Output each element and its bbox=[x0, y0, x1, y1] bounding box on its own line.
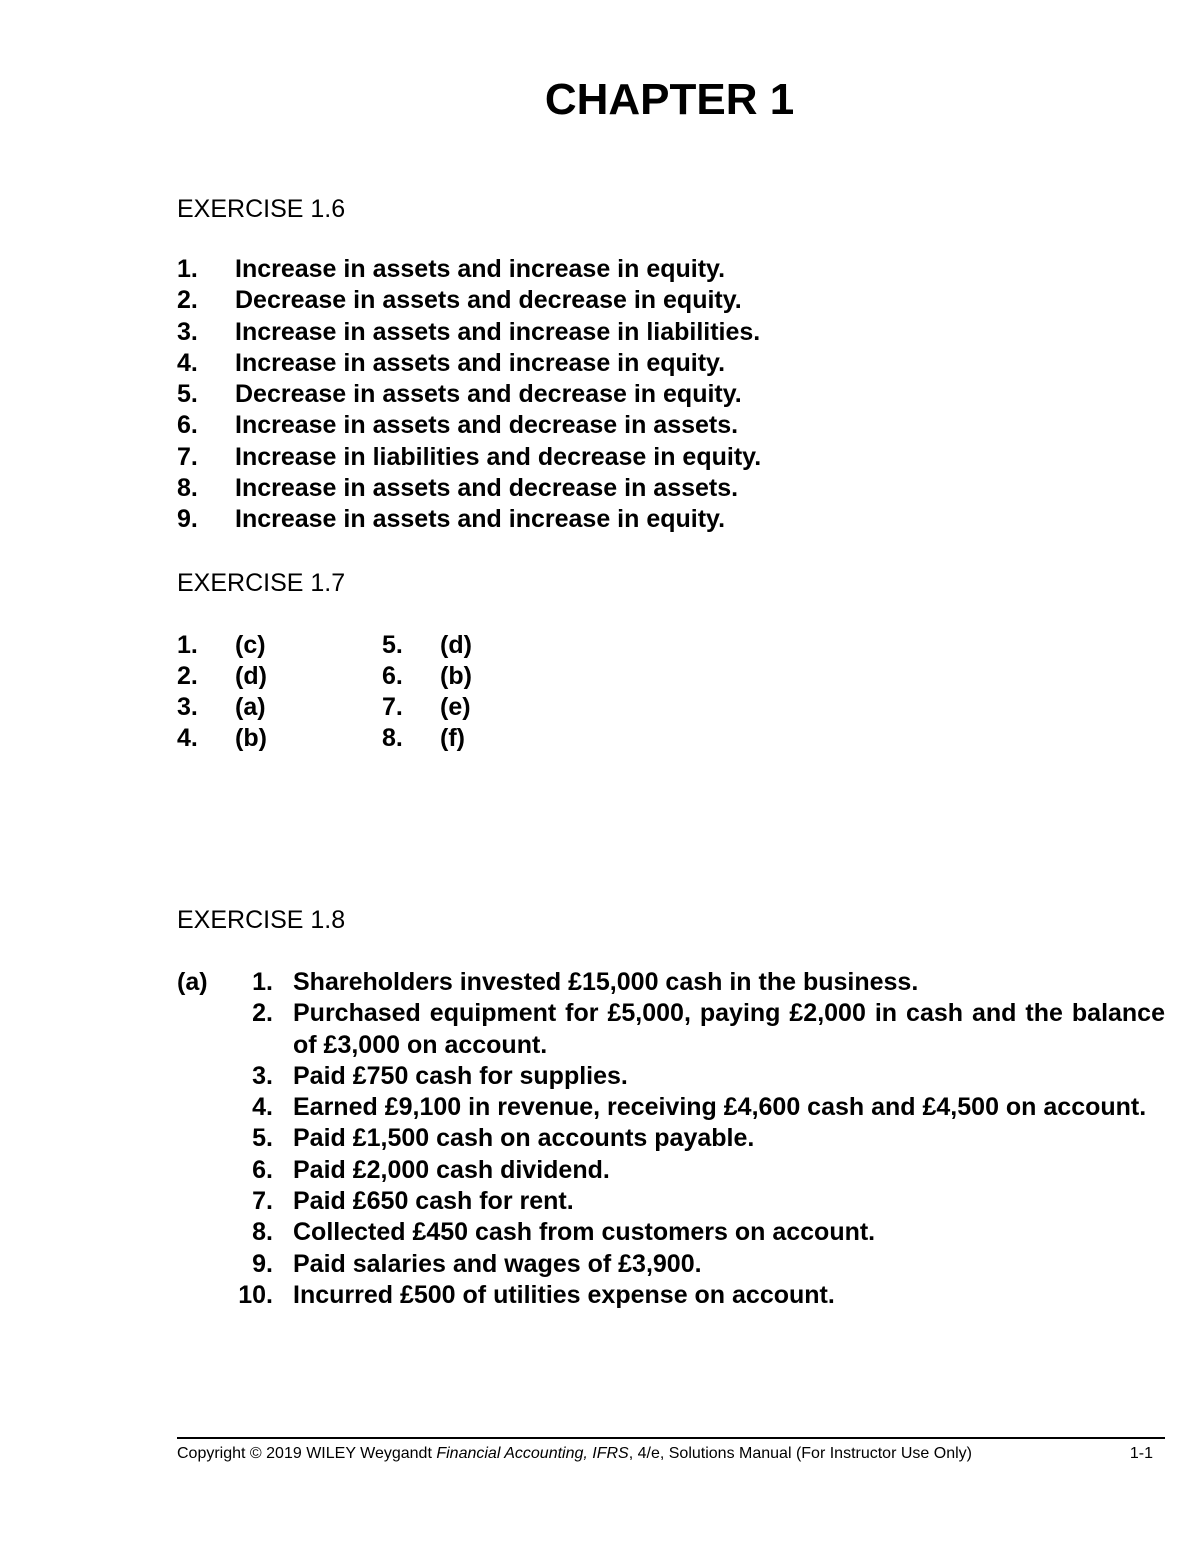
item-number: 8. bbox=[177, 474, 198, 503]
item-number: 5. bbox=[252, 1124, 273, 1153]
answer-letter: (e) bbox=[440, 693, 471, 721]
item-number: 8. bbox=[252, 1218, 273, 1247]
item-number: 2. bbox=[177, 662, 198, 690]
item-text: Increase in assets and increase in equity. bbox=[235, 255, 726, 283]
item-number: 5. bbox=[382, 631, 403, 659]
list-item bbox=[230, 1280, 1165, 1311]
exercise-1-8-list bbox=[230, 967, 1165, 1311]
item-text: Paid £750 cash for supplies. bbox=[293, 1061, 628, 1090]
item-number: 5. bbox=[177, 380, 198, 409]
item-text: Earned £9,100 in revenue, receiving £4,600 cash and £4,500 on account. bbox=[293, 1093, 1147, 1122]
item-number: 6. bbox=[252, 1155, 273, 1184]
answer-letter: (d) bbox=[440, 631, 472, 659]
part-label: (a) bbox=[177, 968, 208, 996]
item-text: Purchased equipment for £5,000, paying £2,000 in cash and the balance of £3,000 on account. bbox=[293, 999, 1165, 1059]
item-number: 1. bbox=[177, 631, 198, 659]
item-number: 9. bbox=[252, 1249, 273, 1278]
item-number: 2. bbox=[252, 999, 273, 1028]
list-item bbox=[230, 1061, 1165, 1092]
answer-letter: (a) bbox=[235, 693, 266, 721]
item-text: Decrease in assets and decrease in equity. bbox=[235, 286, 742, 315]
footer-divider bbox=[177, 1437, 1165, 1439]
item-number: 3. bbox=[177, 693, 198, 721]
answer-letter: (b) bbox=[440, 662, 472, 690]
list-item bbox=[230, 1186, 1165, 1217]
item-text: Paid £1,500 cash on accounts payable. bbox=[293, 1124, 755, 1153]
footer-copyright bbox=[177, 1444, 972, 1464]
exercise-1-8-heading: EXERCISE 1.8 bbox=[177, 906, 346, 934]
item-text: Increase in liabilities and decrease in equity. bbox=[235, 442, 762, 471]
item-number: 4. bbox=[177, 724, 198, 752]
item-text: Increase in assets and decrease in assets. bbox=[235, 411, 739, 440]
item-text: Paid salaries and wages of £3,900. bbox=[293, 1249, 702, 1278]
answer-letter: (c) bbox=[235, 631, 266, 659]
list-item bbox=[230, 1217, 1165, 1248]
item-text: Collected £450 cash from customers on account. bbox=[293, 1218, 876, 1247]
item-text: Incurred £500 of utilities expense on account. bbox=[293, 1280, 835, 1309]
item-text: Increase in assets and increase in equity. bbox=[235, 348, 726, 377]
list-item bbox=[230, 1092, 1165, 1123]
item-number: 1. bbox=[177, 255, 198, 283]
answer-letter: (b) bbox=[235, 724, 267, 752]
item-number: 3. bbox=[177, 317, 198, 346]
item-number: 10. bbox=[238, 1280, 273, 1309]
page-number: 1-1 bbox=[1129, 1445, 1153, 1462]
item-number: 4. bbox=[252, 1093, 273, 1122]
item-text: Paid £2,000 cash dividend. bbox=[293, 1155, 610, 1184]
item-number: 3. bbox=[252, 1061, 273, 1090]
item-text: Increase in assets and decrease in assets. bbox=[235, 474, 739, 503]
item-text: Decrease in assets and decrease in equity. bbox=[235, 380, 742, 409]
list-item bbox=[230, 967, 1165, 998]
list-item bbox=[230, 1155, 1165, 1186]
list-item bbox=[230, 1123, 1165, 1154]
item-text: Increase in assets and increase in equity. bbox=[235, 505, 726, 534]
item-number: 4. bbox=[177, 348, 198, 377]
item-number: 1. bbox=[252, 968, 273, 996]
item-text: Shareholders invested £15,000 cash in the business. bbox=[293, 968, 919, 996]
item-number: 2. bbox=[177, 286, 198, 315]
item-number: 7. bbox=[252, 1187, 273, 1216]
item-number: 6. bbox=[177, 411, 198, 440]
copyright-text: Copyright © 2019 WILEY Weygandt bbox=[177, 1445, 437, 1462]
exercise-1-7-heading: EXERCISE 1.7 bbox=[177, 569, 346, 597]
list-item bbox=[230, 998, 1165, 1061]
item-number: 6. bbox=[382, 662, 403, 690]
edition-text: , 4/e, Solutions Manual (For Instructor Use Only) bbox=[628, 1445, 972, 1462]
answer-letter: (f) bbox=[440, 724, 465, 752]
item-number: 7. bbox=[177, 442, 198, 471]
answer-letter: (d) bbox=[235, 662, 267, 690]
list-item bbox=[230, 1249, 1165, 1280]
item-number: 7. bbox=[382, 693, 403, 721]
item-number: 9. bbox=[177, 505, 198, 534]
item-text: Paid £650 cash for rent. bbox=[293, 1187, 574, 1216]
book-title: Financial Accounting, IFRS bbox=[436, 1445, 629, 1462]
exercise-1-6-heading: EXERCISE 1.6 bbox=[177, 195, 346, 223]
item-text: Increase in assets and increase in liabilities. bbox=[235, 317, 761, 346]
item-number: 8. bbox=[382, 724, 403, 752]
page-title: CHAPTER 1 bbox=[544, 75, 795, 124]
